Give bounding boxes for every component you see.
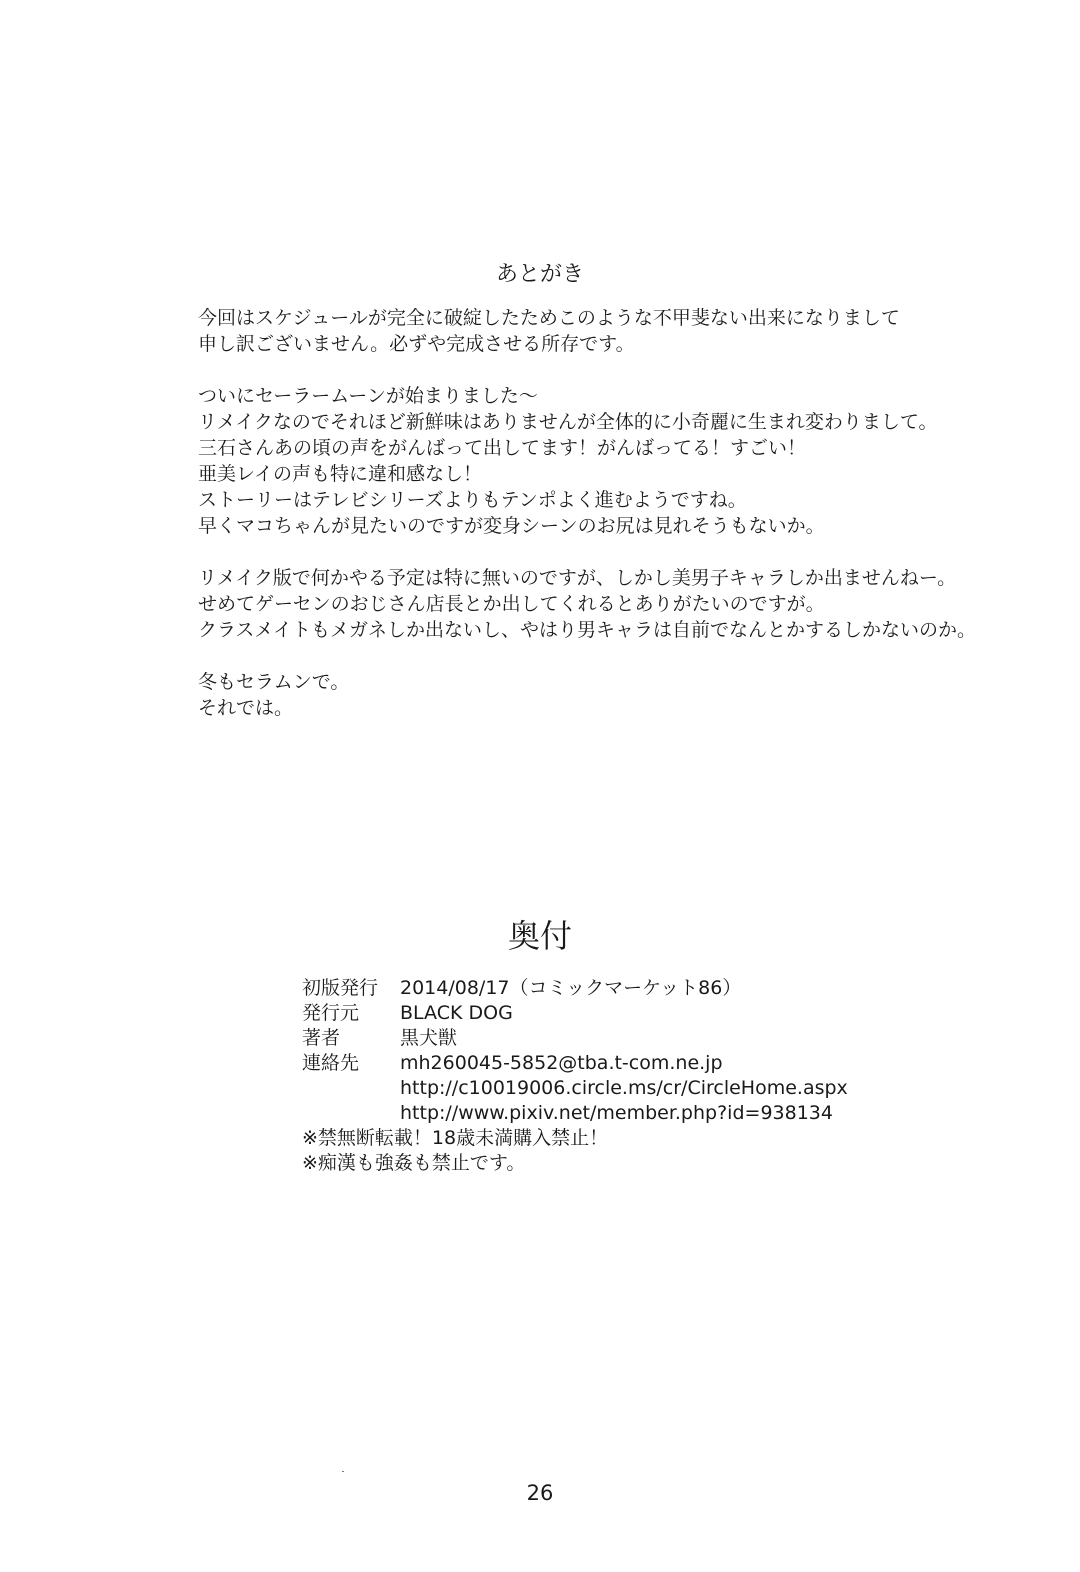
afterword-line: 今回はスケジュールが完全に破綻したためこのような不甲斐ない出来になりまして <box>198 307 900 329</box>
circle-url: http://c10019006.circle.ms/cr/CircleHome.aspx <box>400 1077 848 1099</box>
colophon-label <box>302 1101 400 1126</box>
afterword-line: 冬もセラムンで。 <box>198 671 350 693</box>
afterword-line: 亜美レイの声も特に違和感なし！ <box>198 463 483 485</box>
colophon-value: 2014/08/17（コミックマーケット86） <box>400 977 742 999</box>
colophon-label: 著者 <box>302 1027 341 1049</box>
afterword-paragraph <box>198 305 1058 357</box>
afterword-line: それでは。 <box>198 697 294 719</box>
colophon-row-publisher <box>302 1001 848 1026</box>
afterword-line: リメイク版で何かやる予定は特に無いのですが、しかし美男子キャラしか出ませんねー。 <box>198 567 957 589</box>
afterword-line: リメイクなのでそれほど新鮮味はありませんが全体的に小奇麗に生まれ変わりまして。 <box>198 411 938 433</box>
afterword-line: ストーリーはテレビシリーズよりもテンポよく進むようですね。 <box>198 489 747 511</box>
colophon-title: 奥付 <box>507 917 572 955</box>
colophon-label <box>302 1076 400 1101</box>
colophon-label: 連絡先 <box>302 1052 360 1074</box>
afterword-line: せめてゲーセンのおじさん店長とか出してくれるとありがたいのですが。 <box>198 593 825 615</box>
page-number: 26 <box>526 1481 554 1505</box>
colophon-row-contact-url <box>302 1076 848 1101</box>
colophon-value: BLACK DOG <box>400 1002 513 1024</box>
afterword-body <box>198 305 1058 747</box>
colophon-label: 初版発行 <box>302 977 379 999</box>
afterword-line: 申し訳ございません。必ずや完成させる所存です。 <box>198 333 635 355</box>
afterword-line: 三石さんあの頃の声をがんばって出してます！がんばってる！すごい！ <box>198 437 807 459</box>
afterword-line: ついにセーラームーンが始まりました～ <box>198 385 538 407</box>
afterword-title: あとがき <box>495 262 584 287</box>
afterword-paragraph <box>198 383 1058 539</box>
afterword-paragraph <box>198 565 1058 643</box>
pixiv-url: http://www.pixiv.net/member.php?id=938134 <box>400 1102 833 1124</box>
afterword-line: クラスメイトもメガネしか出ないし、やはり男キャラは自前でなんとかするしかないのか。 <box>198 619 977 641</box>
colophon-value: 黒犬獣 <box>400 1027 458 1049</box>
afterword-line: 早くマコちゃんが見たいのですが変身シーンのお尻は見れそうもないか。 <box>198 515 825 537</box>
colophon-block <box>302 976 848 1176</box>
colophon-label: 発行元 <box>302 1002 360 1024</box>
afterword-paragraph <box>198 669 1058 721</box>
contact-email: mh260045-5852@tba.t-com.ne.jp <box>400 1052 723 1074</box>
colophon-row-author <box>302 1026 848 1051</box>
colophon-row-first-edition <box>302 976 848 1001</box>
notice-line: ※禁無断転載！18歳未満購入禁止！ <box>302 1127 609 1149</box>
colophon-row-contact-url <box>302 1101 848 1126</box>
scan-speck <box>342 1471 344 1472</box>
colophon-row-contact <box>302 1051 848 1076</box>
notice-line: ※痴漢も強姦も禁止です。 <box>302 1152 526 1174</box>
